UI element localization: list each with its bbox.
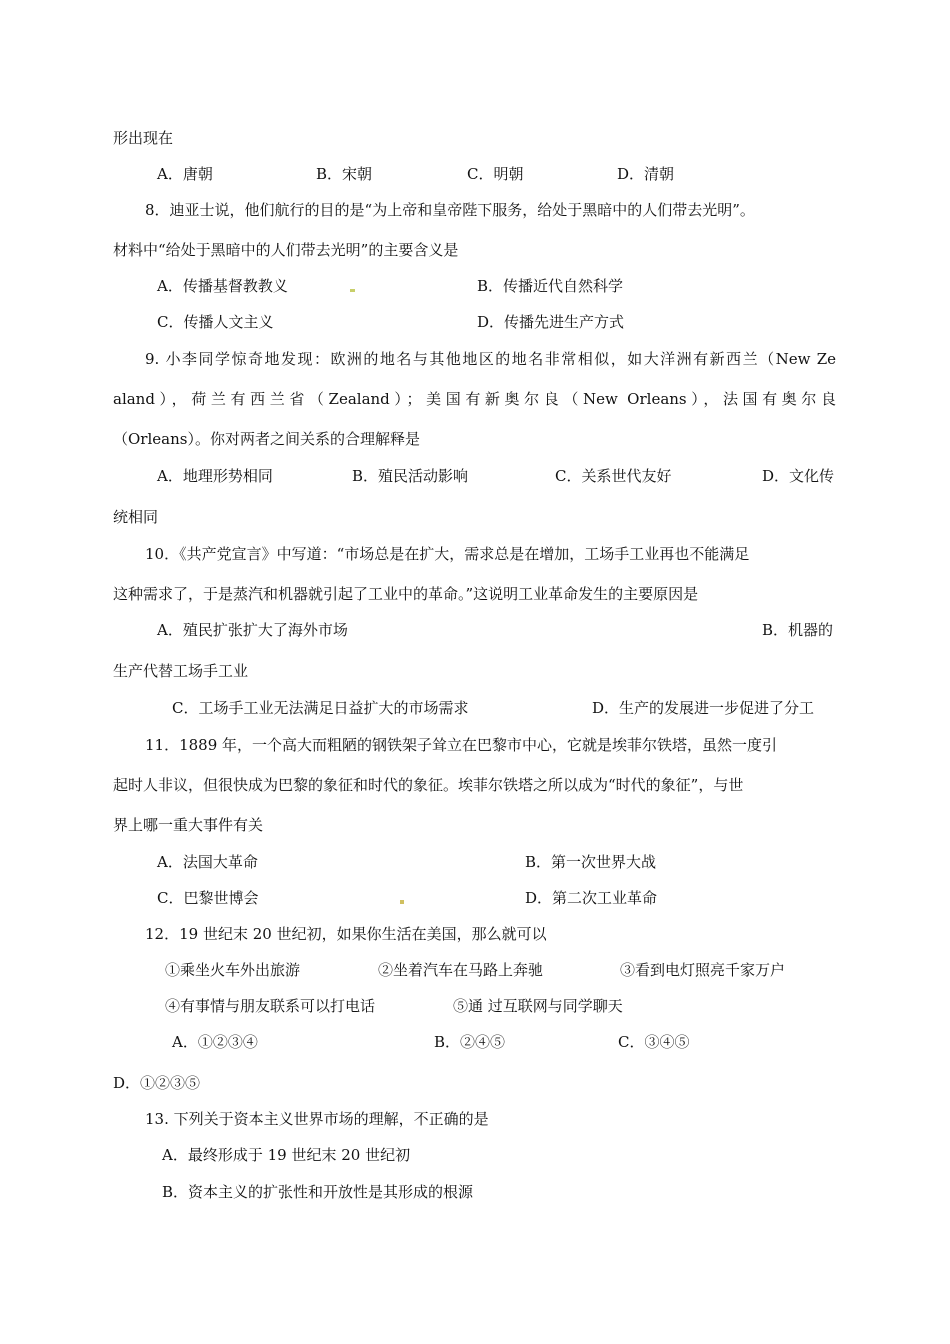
q12-item-5: ⑤通 过互联网与同学聊天 — [453, 997, 623, 1015]
q10-option-a: A．殖民扩张扩大了海外市场 — [157, 621, 348, 639]
q12-option-c: C．③④⑤ — [618, 1033, 690, 1051]
q11-option-c: C．巴黎世博会 — [157, 889, 259, 907]
q11-option-a: A．法国大革命 — [157, 853, 258, 871]
q8-option-a: A．传播基督教教义 — [157, 277, 288, 295]
q12-item-3: ③看到电灯照亮千家万户 — [620, 961, 786, 979]
q9-stem-line3: （Orleans）。你对两者之间关系的合理解释是 — [113, 430, 420, 448]
q11-option-b: B．第一次世界大战 — [525, 853, 657, 871]
q11-stem-line1: 11．1889 年，一个高大而粗陋的钢铁架子耸立在巴黎市中心，它就是埃菲尔铁塔，虽然一度引 — [145, 736, 778, 754]
q10-stem-line2: 这种需求了，于是蒸汽和机器就引起了工业中的革命。”这说明工业革命发生的主要原因是 — [113, 585, 699, 603]
q12-item-2: ②坐着汽车在马路上奔驰 — [378, 961, 544, 979]
q9-option-d-continuation: 统相同 — [113, 508, 159, 526]
q9-option-d: D．文化传 — [762, 467, 835, 485]
scan-speck — [400, 900, 404, 904]
q12-option-d: D．①②③⑤ — [113, 1074, 201, 1092]
q9-option-a: A．地理形势相同 — [157, 467, 273, 485]
q10-option-b: B．机器的 — [762, 621, 834, 639]
q11-stem-line3: 界上哪一重大事件有关 — [113, 816, 264, 834]
q13-option-b: B．资本主义的扩张性和开放性是其形成的根源 — [162, 1183, 474, 1201]
q10-option-c: C．工场手工业无法满足日益扩大的市场需求 — [172, 699, 469, 717]
q10-option-b-continuation: 生产代替工场手工业 — [113, 662, 249, 680]
q13-option-a: A．最终形成于 19 世纪末 20 世纪初 — [162, 1146, 411, 1164]
q7-option-b: B．宋朝 — [316, 165, 373, 183]
q7-option-d: D．清朝 — [617, 165, 675, 183]
q12-stem: 12．19 世纪末 20 世纪初，如果你生活在美国，那么就可以 — [145, 925, 547, 943]
q12-option-a: A．①②③④ — [172, 1033, 258, 1051]
q8-option-c: C．传播人文主义 — [157, 313, 274, 331]
q9-stem-line1: 9. 小李同学惊奇地发现：欧洲的地名与其他地区的地名非常相似，如大洋洲有新西兰（New Ze — [145, 350, 836, 368]
q7-continuation: 形出现在 — [113, 129, 174, 147]
q11-stem-line2: 起时人非议，但很快成为巴黎的象征和时代的象征。埃菲尔铁塔之所以成为“时代的象征”，与世 — [113, 776, 744, 794]
q12-item-4: ④有事情与朋友联系可以打电话 — [165, 997, 376, 1015]
q9-option-b: B．殖民活动影响 — [352, 467, 469, 485]
q7-option-a: A．唐朝 — [157, 165, 213, 183]
q8-stem-line1: 8．迪亚士说，他们航行的目的是“为上帝和皇帝陛下服务，给处于黑暗中的人们带去光明”。 — [145, 201, 755, 219]
q10-option-d: D．生产的发展进一步促进了分工 — [592, 699, 815, 717]
q11-option-d: D．第二次工业革命 — [525, 889, 658, 907]
q8-option-d: D．传播先进生产方式 — [477, 313, 625, 331]
q9-stem-line2: aland），荷兰有西兰省（Zealand）；美国有新奥尔良（New Orleans），法国有奥尔良 — [113, 390, 836, 408]
q12-option-b: B．②④⑤ — [434, 1033, 506, 1051]
q8-option-b: B．传播近代自然科学 — [477, 277, 624, 295]
q10-stem-line1: 10．《共产党宣言》中写道：“市场总是在扩大，需求总是在增加，工场手工业再也不能满足 — [145, 545, 750, 563]
q9-option-c: C．关系世代友好 — [555, 467, 672, 485]
scan-speck — [350, 289, 355, 292]
q8-stem-line2: 材料中“给处于黑暗中的人们带去光明”的主要含义是 — [113, 241, 459, 259]
q12-item-1: ①乘坐火车外出旅游 — [165, 961, 301, 979]
q13-stem: 13. 下列关于资本主义世界市场的理解，不正确的是 — [145, 1110, 489, 1128]
q7-option-c: C．明朝 — [467, 165, 524, 183]
